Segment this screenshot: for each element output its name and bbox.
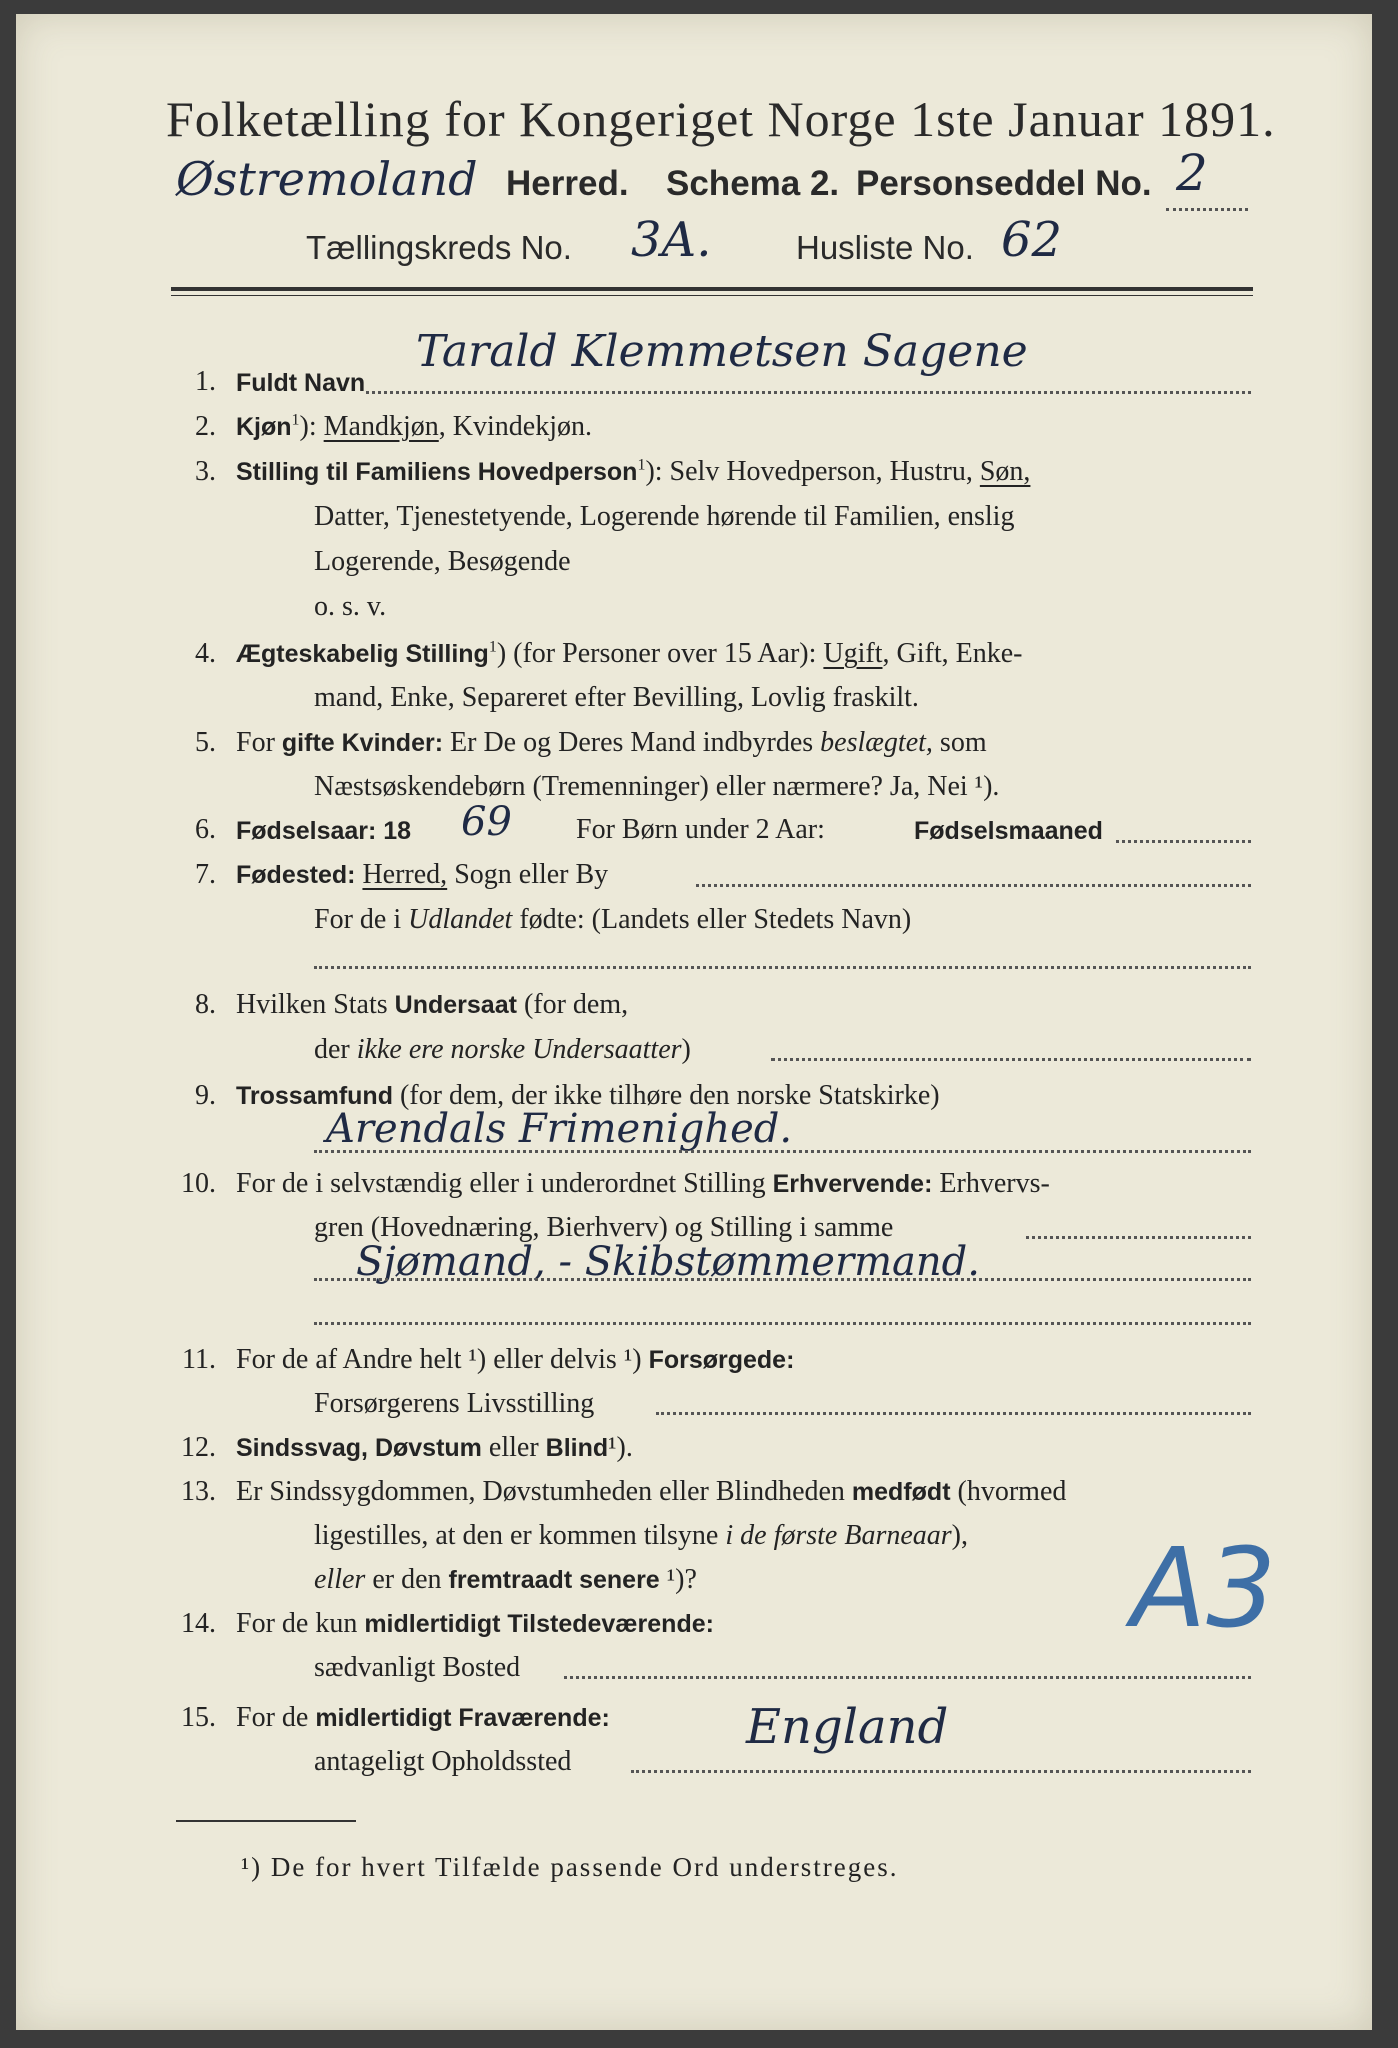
congenital-text-3b: ¹)? — [666, 1564, 697, 1595]
family-position-selected: Søn, — [979, 456, 1031, 487]
congenital-line-3 — [314, 1564, 697, 1596]
occupation-value: Sjømand, - Skibstømmermand. — [356, 1239, 980, 1285]
acquired-later-label: fremtraadt senere — [448, 1566, 660, 1594]
footnote-rule — [176, 1820, 356, 1822]
item-number: 2. — [195, 411, 216, 442]
form-title: Folketælling for Kongeriget Norge 1ste Januar 1891. — [166, 91, 1276, 147]
birth-month-label: Fødselsmaaned — [914, 817, 1103, 845]
disability-line — [236, 1432, 633, 1464]
sex-label: Kjøn — [236, 413, 292, 441]
schema-label: Schema 2. — [666, 164, 840, 203]
marital-text-b: , Gift, Enke- — [882, 638, 1023, 669]
personseddel-dots — [1166, 208, 1248, 211]
occupation-dots — [1026, 1236, 1251, 1239]
temporary-present-label: midlertidigt Tilstedeværende: — [364, 1610, 714, 1638]
header-rule — [171, 287, 1253, 291]
item-number: 13. — [181, 1476, 216, 1507]
congenital-text-2b: ), — [951, 1520, 968, 1551]
family-position-text: ): Selv Hovedperson, Hustru, — [645, 456, 973, 487]
item-number: 10. — [181, 1168, 216, 1199]
item-number: 7. — [195, 859, 216, 890]
citizenship-text-b: (for dem, — [523, 989, 629, 1020]
dependent-line — [236, 1344, 794, 1376]
family-position-label: Stilling til Familiens Hovedperson — [236, 458, 638, 486]
congenital-text: Er Sindssygdommen, Døvstumheden eller Blindheden — [236, 1476, 845, 1507]
congenital-line — [236, 1476, 1066, 1508]
foreign-born-text-b: fødte: (Landets eller Stedets Navn) — [519, 904, 912, 935]
occupation-line — [236, 1168, 1050, 1200]
marital-text-2: mand, Enke, Separeret efter Bevilling, Lovlig fraskilt. — [314, 682, 919, 713]
congenital-em: i de første Barneaar — [725, 1520, 952, 1551]
temporary-absent-line — [236, 1702, 610, 1734]
disability-footnote: ¹). — [608, 1432, 633, 1463]
probable-whereabouts-dots — [631, 1770, 1251, 1773]
kreds-label: Tællingskreds No. — [306, 229, 572, 266]
married-women-label: gifte Kvinder: — [281, 729, 444, 757]
occupation-label: Erhvervende: — [772, 1170, 933, 1198]
birth-month-text: For Børn under 2 Aar: — [576, 814, 825, 845]
husliste-label: Husliste No. — [796, 229, 974, 266]
kreds-value: 3A. — [631, 212, 712, 268]
married-women-line — [236, 727, 987, 759]
foreign-born-line — [314, 904, 911, 936]
footnote: ¹) De for hvert Tilfælde passende Ord understreges. — [241, 1852, 899, 1882]
occupation-text-b: Erhvervs- — [939, 1168, 1050, 1199]
herred-value: Østremoland — [176, 152, 478, 206]
birth-year-label: Fødselsaar: 18 — [236, 817, 412, 845]
provider-occupation-dots — [656, 1412, 1251, 1415]
congenital-em-2: eller — [314, 1564, 366, 1595]
congenital-text-2: ligestilles, at den er kommen tilsyne — [314, 1520, 719, 1551]
family-position-line: Stilling til Familiens Hovedperson$^1$): Selv Hovedperson, Hustru, Søn, — [236, 456, 1031, 487]
religion-label: Trossamfund — [236, 1082, 393, 1110]
dependent-label: Forsørgede: — [648, 1346, 795, 1374]
dependent-text: For de af Andre helt ¹) eller delvis ¹) — [236, 1344, 642, 1375]
married-women-text-2: Næstsøskendebørn (Tremenninger) eller nærmere? Ja, Nei ¹). — [314, 771, 1000, 802]
citizenship-text: Hvilken Stats — [236, 989, 388, 1020]
family-position-text-2: Datter, Tjenestetyende, Logerende hørende til Familien, enslig — [314, 501, 1015, 532]
sex-option-selected: Mandkjøn — [323, 411, 439, 442]
item-number: 11. — [182, 1344, 216, 1375]
occupation-text: For de i selvstændig eller i underordnet Stilling — [236, 1168, 766, 1199]
married-women-text: Er De og Deres Mand indbyrdes — [450, 727, 814, 758]
herred-label: Herred. — [506, 164, 629, 203]
sex-colon: ): — [299, 411, 317, 442]
personseddel-label: Personseddel No. — [856, 164, 1152, 203]
probable-whereabouts-text: antageligt Opholdssted — [314, 1746, 572, 1777]
full-name-label: Fuldt Navn — [236, 369, 366, 397]
item-number: 5. — [195, 727, 216, 758]
married-women-em: beslægtet, — [820, 727, 933, 758]
item-number: 15. — [181, 1702, 216, 1733]
citizenship-dots — [771, 1058, 1251, 1061]
religion-dots — [314, 1150, 1251, 1153]
temporary-absent-label: midlertidigt Fraværende: — [315, 1704, 610, 1732]
citizenship-label: Undersaat — [394, 991, 517, 1019]
birthplace-dots — [696, 884, 1251, 887]
item-number: 6. — [195, 814, 216, 845]
marital-label: Ægteskabelig Stilling — [236, 640, 489, 668]
usual-residence-text: sædvanligt Bosted — [314, 1652, 521, 1683]
disability-label: Sindssvag, Døvstum — [236, 1434, 482, 1462]
husliste-value: 62 — [1001, 212, 1063, 268]
footnote-ref: 1 — [291, 411, 300, 429]
foreign-born-text: For de i — [314, 904, 402, 935]
family-position-text-3: Logerende, Besøgende — [314, 546, 571, 577]
birthplace-label: Fødested: — [236, 861, 356, 889]
personseddel-value: 2 — [1176, 144, 1208, 202]
marital-line: Ægteskabelig Stilling$^1$) (for Personer over 15 Aar): Ugift, Gift, Enke- — [236, 638, 1023, 669]
blind-label: Blind — [545, 1434, 609, 1462]
married-women-pre: For — [236, 727, 275, 758]
item-number: 1. — [195, 366, 216, 397]
birth-year-value: 69 — [461, 799, 512, 845]
congenital-text-3: er den — [372, 1564, 442, 1595]
provider-occupation-text: Forsørgerens Livsstilling — [314, 1388, 595, 1419]
citizenship-text-2: der — [314, 1034, 350, 1065]
congenital-label: medfødt — [851, 1478, 951, 1506]
item-number: 14. — [181, 1608, 216, 1639]
religion-text: (for dem, der ikke tilhøre den norske Statskirke) — [399, 1080, 940, 1111]
citizenship-paren: ) — [681, 1034, 691, 1065]
item-number: 12. — [181, 1432, 216, 1463]
item-number: 3. — [195, 456, 216, 487]
marital-selected: Ugift — [823, 638, 883, 669]
margin-mark: A3 — [1131, 1524, 1277, 1652]
occupation-dots-2 — [314, 1278, 1251, 1281]
item-number: 4. — [195, 638, 216, 669]
birthplace-selected: Herred, — [362, 859, 448, 890]
temporary-present-line — [236, 1608, 714, 1640]
disability-text: eller — [488, 1432, 539, 1463]
occupation-text-2: gren (Hovednæring, Bierhverv) og Stilling i samme — [314, 1212, 894, 1243]
usual-residence-dots — [564, 1676, 1251, 1679]
occupation-dots-3 — [314, 1322, 1251, 1325]
temporary-absent-text: For de — [236, 1702, 309, 1733]
temporary-present-text: For de kun — [236, 1608, 358, 1639]
foreign-born-em: Udlandet — [408, 904, 513, 935]
sex-options-rest: , Kvindekjøn. — [438, 411, 592, 442]
congenital-text-b: (hvormed — [957, 1476, 1067, 1507]
birthplace-text: Sogn eller By — [454, 859, 609, 890]
citizenship-line — [236, 989, 628, 1021]
congenital-line-2 — [314, 1520, 968, 1552]
family-position-text-4: o. s. v. — [314, 591, 387, 622]
citizenship-em: ikke ere norske Undersaatter — [356, 1034, 682, 1065]
married-women-text-b: som — [939, 727, 987, 758]
birthplace-line — [236, 859, 608, 891]
religion-value: Arendals Frimenighed. — [326, 1106, 793, 1152]
citizenship-line-2 — [314, 1034, 691, 1066]
item-number: 9. — [195, 1080, 216, 1111]
full-name-dots — [366, 391, 1251, 394]
birth-month-dots — [1116, 840, 1251, 843]
item-number: 8. — [195, 989, 216, 1020]
full-name-value: Tarald Klemmetsen Sagene — [416, 326, 1028, 377]
marital-text: ) (for Personer over 15 Aar): — [496, 638, 817, 669]
census-form-sheet — [16, 14, 1372, 2030]
sex-line — [236, 411, 592, 443]
probable-whereabouts-value: England — [746, 1699, 949, 1755]
foreign-born-dots — [314, 966, 1251, 969]
header-rule-thin — [171, 295, 1253, 296]
